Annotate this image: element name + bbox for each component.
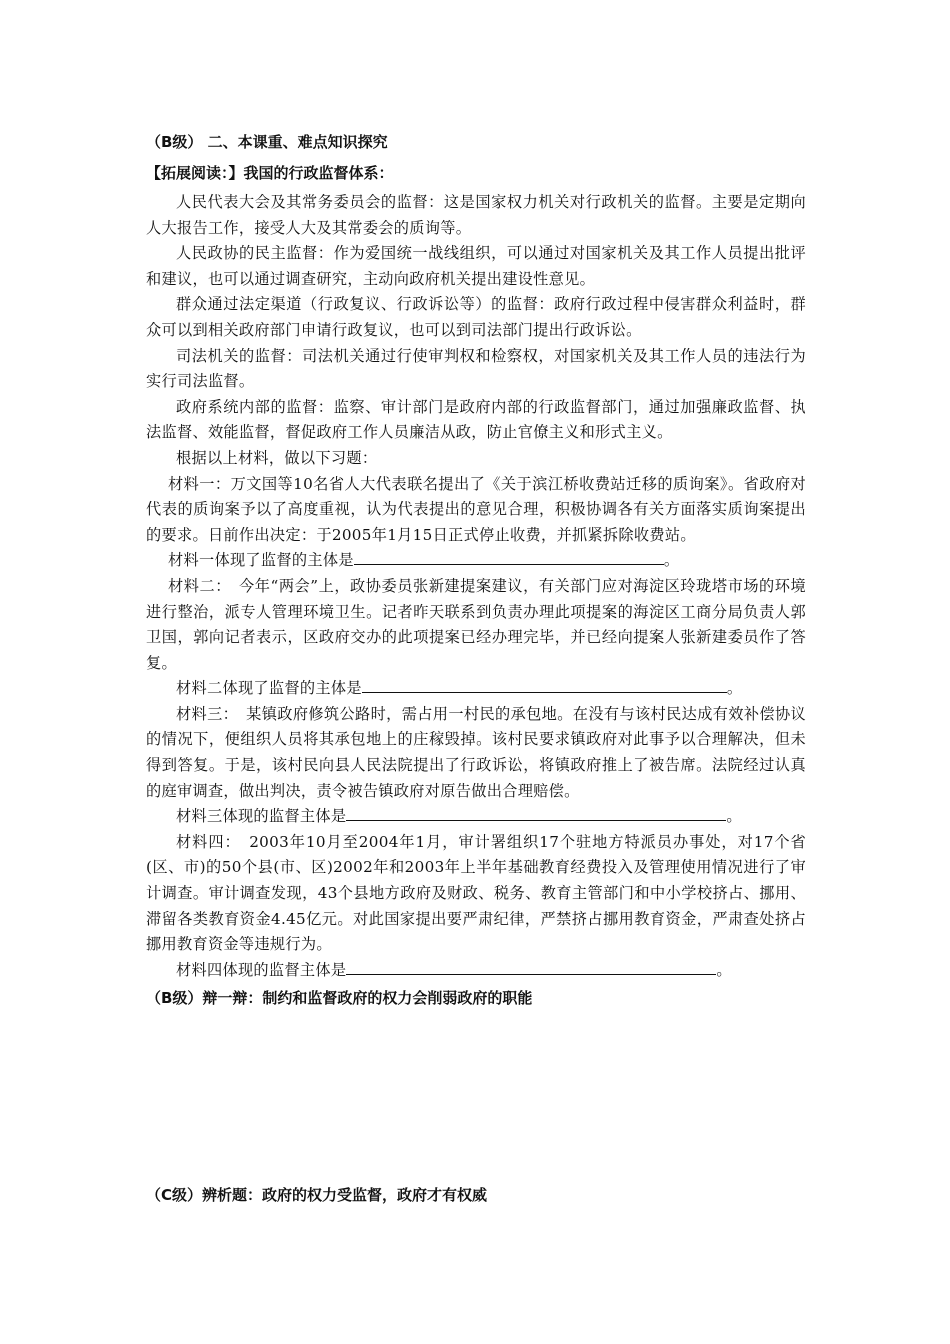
material-three-text: 材料三： 某镇政府修筑公路时，需占用一村民的承包地。在没有与该村民达成有效补偿协议的情况下，便组织人员将其承包地上的庄稼毁掉。该村民要求镇政府对此事予以合理解决，但未得到答复。于是，该村民向县人民法院提出了行政诉讼，将镇政府推上了被告席。法院经过认真的庭审调查，做出判决，责令被告镇政府对原告做出合理赔偿。 (146, 704, 806, 800)
material-one-text: 材料一：万文国等10名省人大代表联名提出了《关于滨江桥收费站迁移的质询案》。省政府对代表的质询案予以了高度重视，认为代表提出的意见合理，积极协调各有关方面落实质询案提出的要求。日前作出决定：于2005年1月15日正式停止收费，并抓紧拆除收费站。 (146, 474, 806, 544)
answer-blank[interactable] (346, 958, 716, 975)
reading-content (146, 190, 806, 983)
question-end: 。 (726, 807, 742, 826)
material-one-question (146, 548, 806, 574)
debate-heading: （B级）辩一辩：制约和监督政府的权力会削弱政府的职能 (146, 989, 533, 1007)
answer-blank[interactable] (346, 804, 726, 821)
material-four-question (146, 958, 806, 984)
paragraph-npc-supervision: 人民代表大会及其常务委员会的监督：这是国家权力机关对行政机关的监督。主要是定期向人大报告工作，接受人大及其常委会的质询等。 (146, 193, 806, 237)
analysis-heading: （C级）辨析题：政府的权力受监督，政府才有权威 (146, 1186, 488, 1204)
section-heading: （B级） 二、本课重、难点知识探究 (146, 133, 388, 151)
question-label: 材料四体现的监督主体是 (176, 960, 347, 979)
paragraph-instruction: 根据以上材料，做以下习题： (176, 448, 378, 467)
answer-blank[interactable] (354, 548, 664, 565)
material-two-question (146, 676, 806, 702)
reading-heading: 【拓展阅读：】我国的行政监督体系： (146, 164, 394, 182)
material-four-text: 材料四： 2003年10月至2004年1月，审计署组织17个驻地方特派员办事处，对17个省(区、市)的50个县(市、区)2002年和2003年上半年基础教育经费投入及管理使用情况进行了审计调查。审计调查发现，43个县地方政府及财政、税务、教育主管部门和中小学校挤占、挪用、滞留各类教育资金4.45亿元。对此国家提出要严肃纪律，严禁挤占挪用教育资金，严肃查处挤占挪用教育资金等违规行为。 (146, 832, 806, 954)
question-label: 材料一体现了监督的主体是 (168, 551, 354, 570)
paragraph-public-supervision: 群众通过法定渠道（行政复议、行政诉讼等）的监督：政府行政过程中侵害群众利益时，群众可以到相关政府部门申请行政复议，也可以到司法部门提出行政诉讼。 (146, 295, 806, 339)
question-end: 。 (663, 551, 680, 570)
paragraph-internal-supervision: 政府系统内部的监督：监察、审计部门是政府内部的行政监督部门，通过加强廉政监督、执法监督、效能监督，督促政府工作人员廉洁从政，防止官僚主义和形式主义。 (146, 397, 806, 442)
question-label: 材料三体现的监督主体是 (176, 807, 347, 826)
paragraph-cppcc-supervision: 人民政协的民主监督：作为爱国统一战线组织，可以通过对国家机关及其工作人员提出批评和建议，也可以通过调查研究，主动向政府机关提出建设性意见。 (146, 244, 806, 288)
question-label: 材料二体现了监督的主体是 (176, 679, 362, 698)
answer-blank[interactable] (362, 676, 727, 693)
paragraph-judicial-supervision: 司法机关的监督：司法机关通过行使审判权和检察权，对国家机关及其工作人员的违法行为实行司法监督。 (146, 346, 806, 391)
material-two-text: 材料二： 今年“两会”上，政协委员张新建提案建议，有关部门应对海淀区玲珑塔市场的环境进行整治，派专人管理环境卫生。记者昨天联系到负责办理此项提案的海淀区工商分局负责人郭卫国，郭向记者表示，区政府交办的此项提案已经办理完毕，并已经向提案人张新建委员作了答复。 (146, 576, 806, 672)
material-three-question (146, 804, 806, 830)
question-end: 。 (726, 679, 743, 698)
question-end: 。 (716, 960, 732, 979)
